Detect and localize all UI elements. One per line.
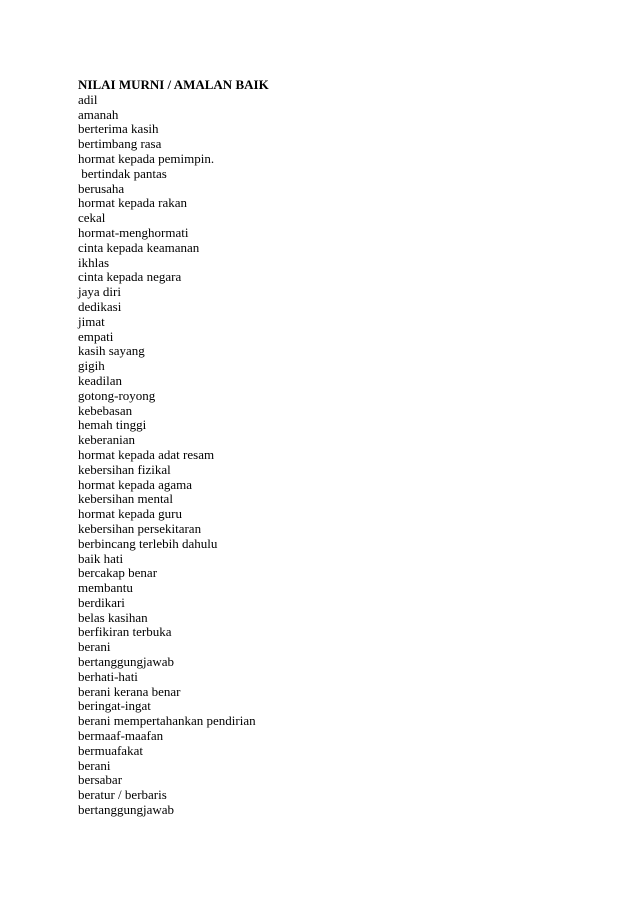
list-item: hormat kepada pemimpin. [78,150,215,166]
list-item: hormat-menghormati [78,224,189,240]
list-item: beratur / berbaris [78,787,167,803]
list-item: adil [78,91,98,107]
list-item: jimat [78,313,105,329]
list-item: hormat kepada adat resam [78,446,215,462]
list-item: berhati-hati [78,668,138,684]
list-item: jaya diri [78,284,121,300]
list-item: hormat kepada agama [78,476,193,492]
list-item: hormat kepada rakan [78,195,188,211]
list-item: kasih sayang [78,343,145,359]
list-item: bermaaf-maafan [78,728,164,744]
list-item: berdikari [78,594,125,610]
list-item: keadilan [78,372,123,388]
list-item: berani mempertahankan pendirian [78,713,256,729]
list-item: hemah tinggi [78,417,147,433]
list-item: berfikiran terbuka [78,624,172,640]
list-item: berani kerana benar [78,683,181,699]
list-item: belas kasihan [78,609,148,625]
list-item: cinta kepada negara [78,269,182,285]
list-item: bermuafakat [78,742,143,758]
list-item: bercakap benar [78,565,158,581]
list-item: berterima kasih [78,121,159,137]
list-item: gotong-royong [78,387,156,403]
list-item: ikhlas [78,254,110,270]
list-item: kebersihan mental [78,491,173,507]
list-item: berbincang terlebih dahulu [78,535,218,551]
document-content [78,78,578,818]
list-item: bertanggungjawab [78,802,175,818]
list-item: cinta kepada keamanan [78,239,200,255]
list-item: berusaha [78,180,125,196]
list-item: baik hati [78,550,124,566]
list-item: kebersihan persekitaran [78,520,202,536]
list-item: amanah [78,106,119,122]
list-item: berani [78,757,111,773]
list-item: beringat-ingat [78,698,151,714]
list-item: keberanian [78,432,136,448]
list-item: dedikasi [78,298,122,314]
list-item: bersabar [78,772,123,788]
list-item: cekal [78,210,106,226]
list-item: kebebasan [78,402,133,418]
list-item: bertindak pantas [78,165,167,181]
list-item: gigih [78,358,105,374]
list-item: bertanggungjawab [78,654,175,670]
list-item: membantu [78,580,133,596]
list-item: empati [78,328,114,344]
document-heading: NILAI MURNI / AMALAN BAIK [78,77,269,92]
list-item: hormat kepada guru [78,506,182,522]
list-item: bertimbang rasa [78,136,162,152]
list-item: berani [78,639,111,655]
list-item: kebersihan fizikal [78,461,171,477]
values-list [78,93,578,818]
